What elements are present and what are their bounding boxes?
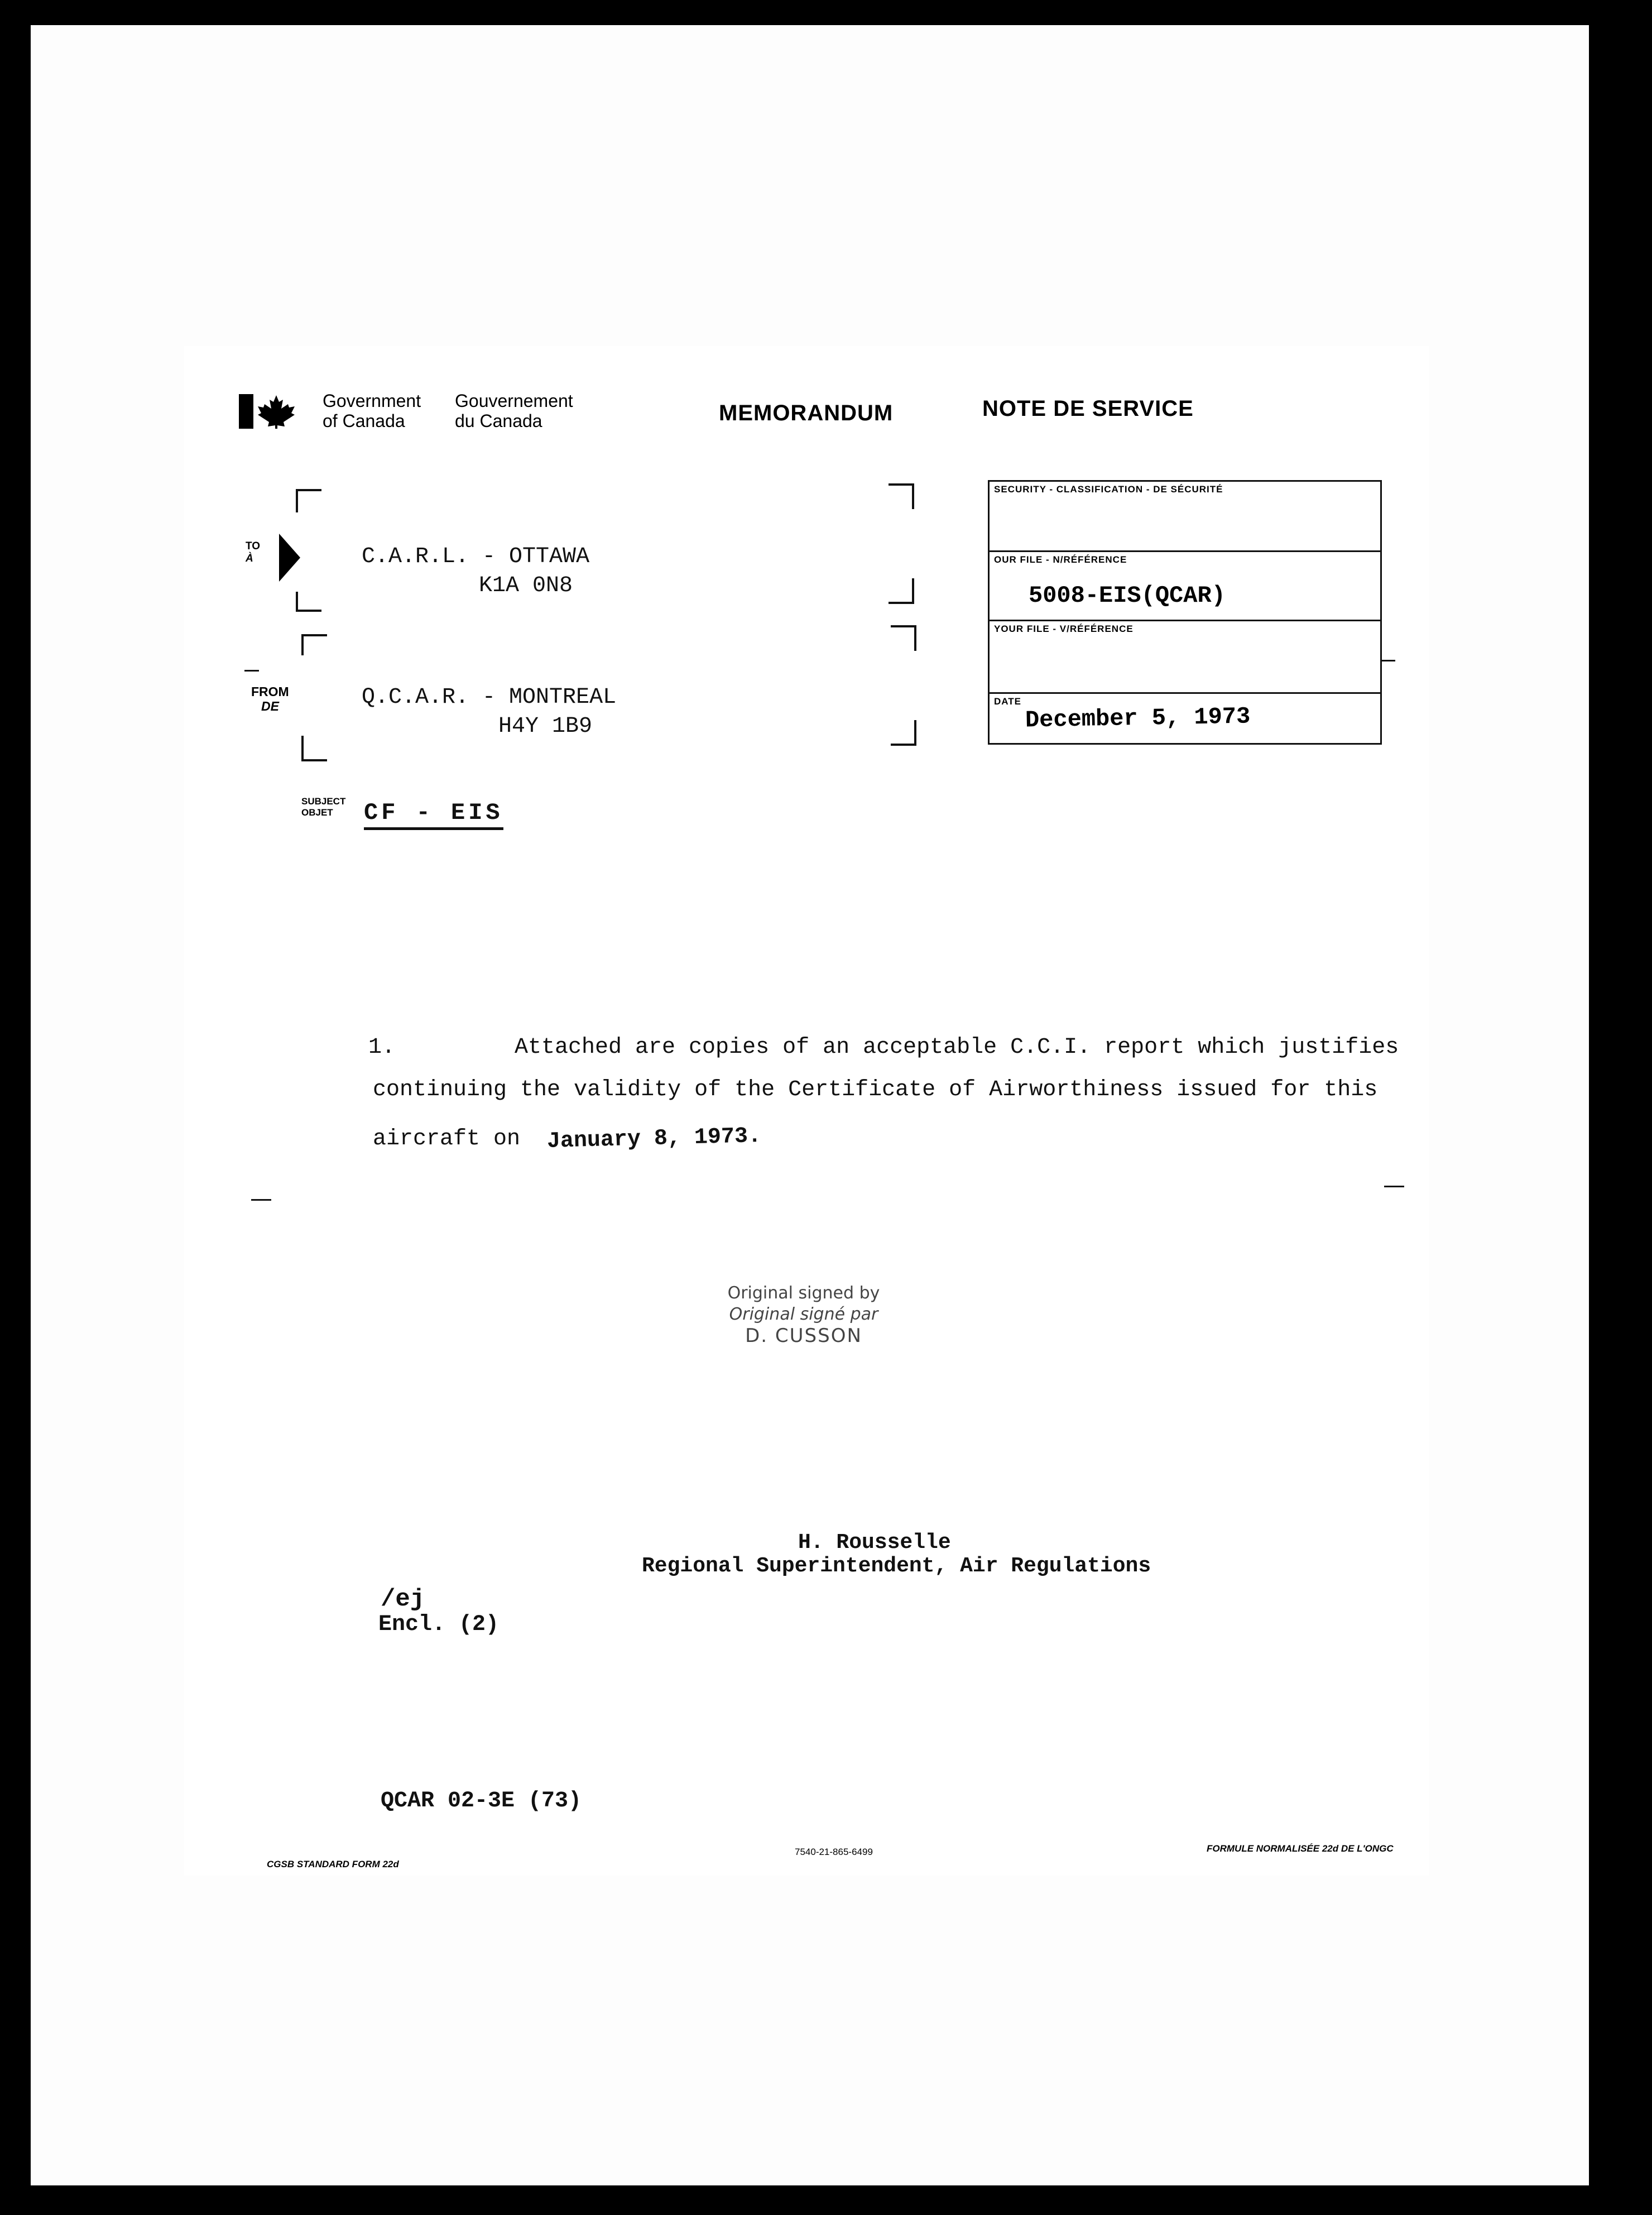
body-line-3-prefix: aircraft on bbox=[373, 1126, 521, 1152]
date-value: December 5, 1973 bbox=[1025, 703, 1251, 734]
stamp-line-2: Original signé par bbox=[729, 1305, 878, 1324]
body-line-3 bbox=[373, 1125, 761, 1153]
signature-stamp bbox=[720, 1283, 887, 1346]
to-line1: C.A.R.L. - OTTAWA bbox=[362, 544, 590, 569]
security-classification-row bbox=[990, 482, 1380, 552]
to-address bbox=[362, 543, 589, 601]
reference-box bbox=[988, 480, 1382, 745]
to-bracket-top-left bbox=[296, 489, 321, 512]
from-address bbox=[362, 683, 616, 741]
memo-title-en: MEMORANDUM bbox=[719, 401, 894, 425]
from-line1: Q.C.A.R. - MONTREAL bbox=[362, 685, 617, 710]
margin-tick bbox=[244, 670, 259, 672]
margin-tick bbox=[251, 1199, 271, 1201]
government-name-en bbox=[323, 391, 421, 431]
stamp-line-3: D. CUSSON bbox=[745, 1325, 862, 1347]
date-row bbox=[990, 694, 1380, 743]
to-line2: K1A 0N8 bbox=[479, 573, 573, 598]
from-label bbox=[251, 684, 289, 713]
to-label-fr: À bbox=[246, 553, 253, 564]
body-line-2: continuing the validity of the Certificate of Airworthiness issued for this bbox=[373, 1077, 1378, 1102]
our-file-value: 5008-EIS(QCAR) bbox=[1029, 582, 1226, 609]
paragraph-number: 1. bbox=[368, 1035, 396, 1060]
form-footer-center: 7540-21-865-6499 bbox=[795, 1847, 873, 1857]
subject-value: CF - EIS bbox=[364, 799, 503, 830]
from-label-fr: DE bbox=[261, 699, 279, 713]
gov-en-line1: Government bbox=[323, 391, 421, 411]
form-code: QCAR 02-3E (73) bbox=[381, 1789, 582, 1814]
to-bracket-bottom-right bbox=[889, 578, 914, 604]
from-line2: H4Y 1B9 bbox=[498, 714, 593, 739]
your-file-label: YOUR FILE - V/RÉFÉRENCE bbox=[994, 624, 1134, 634]
memo-title-fr: NOTE DE SERVICE bbox=[982, 396, 1194, 421]
gov-fr-line2: du Canada bbox=[455, 411, 542, 431]
your-file-row bbox=[990, 621, 1380, 694]
signatory-title: Regional Superintendent, Air Regulations bbox=[642, 1554, 1151, 1578]
security-classification-label: SECURITY - CLASSIFICATION - DE SÉCURITÉ bbox=[994, 484, 1223, 495]
to-bracket-bottom-left bbox=[296, 592, 321, 612]
signatory-name: H. Rousselle bbox=[798, 1531, 951, 1555]
margin-tick bbox=[1382, 660, 1395, 661]
date-label: DATE bbox=[994, 696, 1022, 707]
form-footer-left: CGSB STANDARD FORM 22d bbox=[267, 1859, 399, 1869]
body-line-1: Attached are copies of an acceptable C.C.I. report which justifies bbox=[515, 1035, 1399, 1060]
gov-fr-line1: Gouvernement bbox=[455, 391, 573, 411]
to-label-en: TO bbox=[246, 540, 261, 552]
typist-initials: /ej bbox=[381, 1585, 425, 1613]
our-file-label: OUR FILE - N/RÉFÉRENCE bbox=[994, 554, 1127, 565]
subject-label bbox=[301, 796, 345, 818]
from-bracket-top-left bbox=[301, 634, 327, 655]
form-footer-right: FORMULE NORMALISÉE 22d DE L'ONGC bbox=[1207, 1843, 1394, 1854]
subject-label-en: SUBJECT bbox=[301, 796, 346, 807]
from-bracket-top-right bbox=[891, 625, 916, 651]
our-file-row bbox=[990, 552, 1380, 621]
gov-en-line2: of Canada bbox=[323, 411, 405, 431]
arrow-right-icon bbox=[277, 534, 300, 582]
enclosure-note: Encl. (2) bbox=[378, 1612, 500, 1637]
canada-flag-icon bbox=[239, 394, 297, 429]
to-label bbox=[246, 540, 260, 565]
airworthiness-date: January 8, 1973. bbox=[546, 1123, 762, 1155]
stamp-line-1: Original signed by bbox=[727, 1283, 880, 1303]
subject-label-fr: OBJET bbox=[301, 807, 333, 818]
margin-tick bbox=[1384, 1186, 1404, 1187]
from-bracket-bottom-right bbox=[891, 720, 916, 746]
from-bracket-bottom-left bbox=[301, 736, 327, 761]
government-name-fr bbox=[455, 391, 573, 431]
to-bracket-top-right bbox=[889, 483, 914, 509]
from-label-en: FROM bbox=[251, 684, 289, 699]
